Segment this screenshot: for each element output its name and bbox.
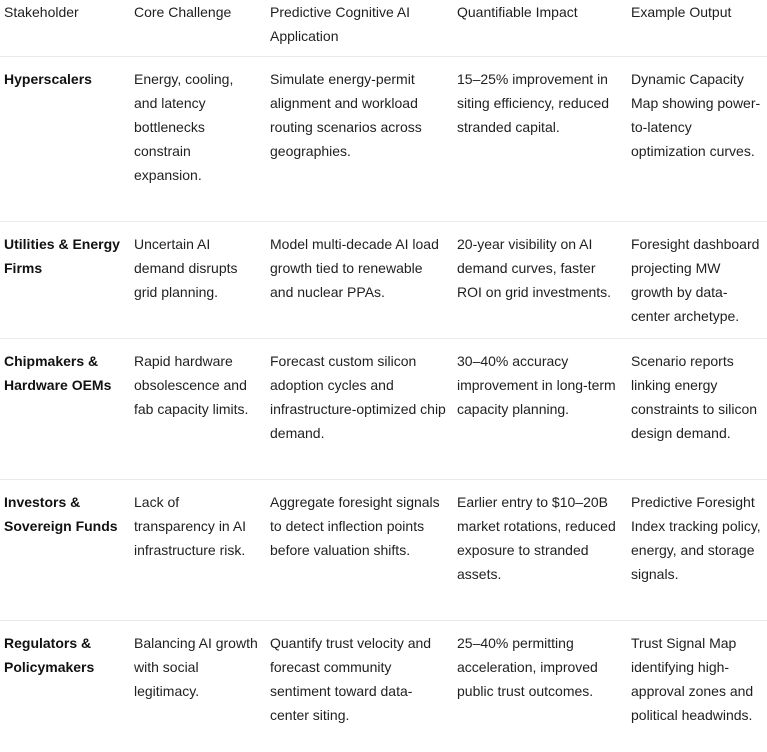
impact-cell: 20-year visibility on AI demand curves, faster ROI on grid investments. <box>457 236 612 300</box>
impact-cell: Earlier entry to $10–20B market rotations, reduced exposure to stranded assets. <box>457 494 616 582</box>
table-header-row <box>0 0 767 57</box>
output-cell: Trust Signal Map identifying high-approval zones and political headwinds. <box>631 635 754 723</box>
impact-cell: 15–25% improvement in siting efficiency, reduced stranded capital. <box>457 71 610 135</box>
output-cell: Predictive Foresight Index tracking policy, energy, and storage signals. <box>631 494 761 582</box>
table-row <box>0 222 767 339</box>
challenge-cell: Lack of transparency in AI infrastructure risk. <box>134 494 247 558</box>
challenge-cell: Energy, cooling, and latency bottlenecks constrain expansion. <box>134 71 234 183</box>
table-row <box>0 339 767 480</box>
challenge-cell: Rapid hardware obsolescence and fab capacity limits. <box>134 353 249 417</box>
header-core-challenge: Core Challenge <box>134 4 232 20</box>
table-row <box>0 621 767 752</box>
header-quantifiable-impact: Quantifiable Impact <box>457 4 578 20</box>
application-cell: Aggregate foresight signals to detect inflection points before valuation shifts. <box>270 494 440 558</box>
challenge-cell: Balancing AI growth with social legitimacy. <box>134 635 258 699</box>
application-cell: Simulate energy-permit alignment and workload routing scenarios across geographies. <box>270 71 422 159</box>
output-cell: Dynamic Capacity Map showing power-to-latency optimization curves. <box>631 71 761 159</box>
output-cell: Scenario reports linking energy constraints to silicon design demand. <box>631 353 758 441</box>
table-row <box>0 57 767 222</box>
stakeholder-cell: Chipmakers & Hardware OEMs <box>4 353 112 393</box>
stakeholder-cell: Investors & Sovereign Funds <box>4 494 118 534</box>
stakeholder-cell: Hyperscalers <box>4 71 92 87</box>
header-ai-application: Predictive Cognitive AI Application <box>270 4 411 44</box>
application-cell: Forecast custom silicon adoption cycles and infrastructure-optimized chip demand. <box>270 353 446 441</box>
header-example-output: Example Output <box>631 4 732 20</box>
impact-cell: 30–40% accuracy improvement in long-term capacity planning. <box>457 353 616 417</box>
application-cell: Quantify trust velocity and forecast community sentiment toward data-center siting. <box>270 635 432 723</box>
stakeholder-cell: Regulators & Policymakers <box>4 635 95 675</box>
output-cell: Foresight dashboard projecting MW growth by data-center archetype. <box>631 236 760 324</box>
application-cell: Model multi-decade AI load growth tied to renewable and nuclear PPAs. <box>270 236 439 300</box>
stakeholder-cell: Utilities & Energy Firms <box>4 236 120 276</box>
impact-cell: 25–40% permitting acceleration, improved public trust outcomes. <box>457 635 598 699</box>
header-stakeholder: Stakeholder <box>4 4 79 20</box>
challenge-cell: Uncertain AI demand disrupts grid planning. <box>134 236 238 300</box>
table-row <box>0 480 767 621</box>
